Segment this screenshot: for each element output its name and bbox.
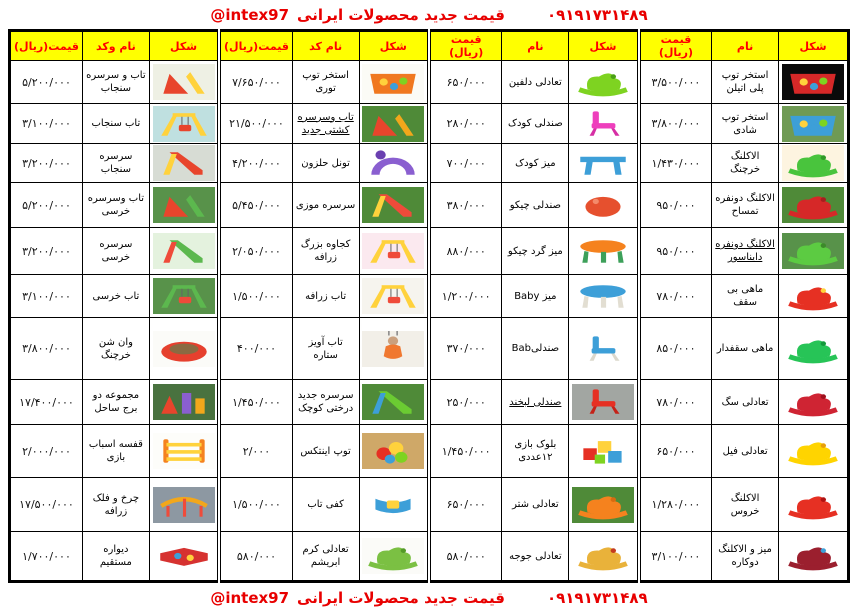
column-header: شکل [569, 31, 639, 61]
name-cell: توپ اینتکس [292, 425, 359, 478]
product-image [362, 384, 424, 420]
page-title: قیمت جدید محصولات ایرانی [297, 5, 505, 24]
price-cell: ۸۵۰/۰۰۰ [639, 318, 712, 380]
column-header: شکل [149, 31, 219, 61]
table-row [10, 318, 849, 380]
price-cell: ۷۸۰/۰۰۰ [639, 275, 712, 318]
price-cell: ۶۵۰/۰۰۰ [639, 425, 712, 478]
name-cell: کجاوه بزرگ زرافه [292, 228, 359, 275]
name-cell: تاب خرسی [82, 275, 149, 318]
name-cell: تاب وسرسره خرسی [82, 183, 149, 228]
price-cell: ۱/۴۵۰/۰۰۰ [219, 380, 292, 425]
product-image [153, 187, 215, 223]
table-row [10, 380, 849, 425]
product-image [362, 433, 424, 469]
phone-number: ۰۹۱۹۱۷۳۱۴۸۹ [546, 5, 648, 24]
price-cell: ۴/۲۰۰/۰۰۰ [219, 144, 292, 183]
name-cell: تاب سنجاب [82, 104, 149, 144]
product-image [572, 106, 634, 142]
product-image [782, 187, 844, 223]
price-cell: ۲/۰۰۰ [219, 425, 292, 478]
price-cell: ۳/۱۰۰/۰۰۰ [639, 532, 712, 582]
image-cell [779, 228, 849, 275]
table-row [10, 61, 849, 104]
price-cell: ۲/۰۰۰/۰۰۰ [10, 425, 83, 478]
image-cell [779, 275, 849, 318]
price-cell: ۱/۵۰۰/۰۰۰ [219, 275, 292, 318]
price-cell: ۲۱/۵۰۰/۰۰۰ [219, 104, 292, 144]
image-cell [779, 104, 849, 144]
price-cell: ۵۸۰/۰۰۰ [429, 532, 502, 582]
name-cell: الاکلنگ دونفره تمساح [712, 183, 779, 228]
price-cell: ۲/۰۵۰/۰۰۰ [219, 228, 292, 275]
column-header: قیمت(ریال) [10, 31, 83, 61]
name-cell: میز گرد چیکو [502, 228, 569, 275]
name-cell: چرخ و فلک زرافه [82, 478, 149, 532]
product-image [572, 384, 634, 420]
telegram-handle: @intex97 [210, 5, 290, 24]
price-cell: ۵/۴۵۰/۰۰۰ [219, 183, 292, 228]
image-cell [149, 144, 219, 183]
name-cell: وان شن خرچنگ [82, 318, 149, 380]
column-header: شکل [779, 31, 849, 61]
price-cell: ۱۷/۴۰۰/۰۰۰ [10, 380, 83, 425]
product-image [362, 331, 424, 367]
image-cell [569, 183, 639, 228]
image-cell [569, 104, 639, 144]
name-cell: تاب و سرسره سنجاب [82, 61, 149, 104]
name-cell: کفی تاب [292, 478, 359, 532]
name-cell: استخر توپ توری [292, 61, 359, 104]
product-image [782, 106, 844, 142]
name-cell: دیواره مستقیم [82, 532, 149, 582]
page-footer-banner [0, 583, 858, 612]
image-cell [359, 275, 429, 318]
price-cell: ۱۷/۵۰۰/۰۰۰ [10, 478, 83, 532]
product-image [782, 487, 844, 523]
image-cell [779, 425, 849, 478]
image-cell [779, 144, 849, 183]
price-table [8, 29, 850, 583]
name-cell: سرسره جدید درختی کوچک [292, 380, 359, 425]
image-cell [149, 532, 219, 582]
image-cell [779, 61, 849, 104]
image-cell [359, 104, 429, 144]
product-image [782, 384, 844, 420]
table-row [10, 104, 849, 144]
telegram-handle: @intex97 [210, 588, 290, 607]
name-cell: ماهی سقفدار [712, 318, 779, 380]
product-image [153, 384, 215, 420]
name-cell: الاکلنگ دونفره دایناسور [712, 228, 779, 275]
name-cell: الاکلنگ خروس [712, 478, 779, 532]
price-cell: ۴۰۰/۰۰۰ [219, 318, 292, 380]
product-image [572, 538, 634, 574]
price-cell: ۳/۲۰۰/۰۰۰ [10, 144, 83, 183]
price-cell: ۵/۲۰۰/۰۰۰ [10, 183, 83, 228]
image-cell [359, 425, 429, 478]
price-cell: ۱/۴۳۰/۰۰۰ [639, 144, 712, 183]
table-row [10, 183, 849, 228]
image-cell [149, 183, 219, 228]
price-cell: ۸۸۰/۰۰۰ [429, 228, 502, 275]
table-row [10, 532, 849, 582]
name-cell: تونل حلزون [292, 144, 359, 183]
product-image [362, 145, 424, 181]
image-cell [569, 532, 639, 582]
image-cell [569, 478, 639, 532]
product-image [782, 64, 844, 100]
phone-number: ۰۹۱۹۱۷۳۱۴۸۹ [546, 588, 648, 607]
name-cell: میز کودک [502, 144, 569, 183]
name-cell: الاکلنگ خرچنگ [712, 144, 779, 183]
image-cell [569, 61, 639, 104]
price-cell: ۶۵۰/۰۰۰ [429, 478, 502, 532]
name-cell: مجموعه دو برج ساحل [82, 380, 149, 425]
name-cell: تعادلی دلفین [502, 61, 569, 104]
product-image [572, 145, 634, 181]
name-cell: بلوک بازی ۱۲عددی [502, 425, 569, 478]
table-row [10, 478, 849, 532]
column-header: نام [502, 31, 569, 61]
name-cell: صندلی لبخند [502, 380, 569, 425]
product-image [782, 278, 844, 314]
name-cell: تاب وسرسره کشتی جدید [292, 104, 359, 144]
product-image [362, 64, 424, 100]
table-row [10, 425, 849, 478]
image-cell [149, 275, 219, 318]
product-image [362, 187, 424, 223]
name-cell: تعادلی شتر [502, 478, 569, 532]
column-header: نام وکد [82, 31, 149, 61]
name-cell: صندلیBab [502, 318, 569, 380]
price-cell: ۲۸۰/۰۰۰ [429, 104, 502, 144]
product-image [782, 538, 844, 574]
image-cell [359, 532, 429, 582]
product-image [782, 145, 844, 181]
product-image [153, 233, 215, 269]
price-cell: ۳/۵۰۰/۰۰۰ [639, 61, 712, 104]
column-header: قیمت(ریال) [219, 31, 292, 61]
image-cell [149, 425, 219, 478]
column-header: نام [712, 31, 779, 61]
table-row [10, 228, 849, 275]
product-image [572, 487, 634, 523]
product-image [572, 233, 634, 269]
image-cell [149, 228, 219, 275]
price-cell: ۱/۲۸۰/۰۰۰ [639, 478, 712, 532]
image-cell [569, 144, 639, 183]
image-cell [149, 478, 219, 532]
product-image [153, 278, 215, 314]
price-cell: ۵۸۰/۰۰۰ [219, 532, 292, 582]
price-cell: ۹۵۰/۰۰۰ [639, 183, 712, 228]
price-cell: ۶۵۰/۰۰۰ [429, 61, 502, 104]
name-cell: میز و الاکلنگ دوکاره [712, 532, 779, 582]
product-image [362, 487, 424, 523]
product-image [362, 278, 424, 314]
price-cell: ۵/۲۰۰/۰۰۰ [10, 61, 83, 104]
page-title: قیمت جدید محصولات ایرانی [297, 588, 505, 607]
name-cell: سرسره سنجاب [82, 144, 149, 183]
image-cell [779, 478, 849, 532]
price-cell: ۳/۲۰۰/۰۰۰ [10, 228, 83, 275]
name-cell: تعادلی فیل [712, 425, 779, 478]
product-image [572, 187, 634, 223]
image-cell [359, 228, 429, 275]
name-cell: تعادلی کرم ابریشم [292, 532, 359, 582]
image-cell [779, 532, 849, 582]
price-cell: ۳/۸۰۰/۰۰۰ [10, 318, 83, 380]
name-cell: ماهی بی سقف [712, 275, 779, 318]
image-cell [779, 183, 849, 228]
table-row [10, 144, 849, 183]
price-cell: ۱/۲۰۰/۰۰۰ [429, 275, 502, 318]
product-image [153, 106, 215, 142]
product-image [572, 433, 634, 469]
name-cell: تاب زرافه [292, 275, 359, 318]
price-cell: ۹۵۰/۰۰۰ [639, 228, 712, 275]
price-cell: ۱/۵۰۰/۰۰۰ [219, 478, 292, 532]
product-image [153, 64, 215, 100]
price-cell: ۷/۶۵۰/۰۰۰ [219, 61, 292, 104]
image-cell [359, 380, 429, 425]
name-cell: تعادلی جوجه [502, 532, 569, 582]
product-image [782, 331, 844, 367]
image-cell [569, 425, 639, 478]
image-cell [569, 275, 639, 318]
product-image [153, 487, 215, 523]
price-cell: ۷۸۰/۰۰۰ [639, 380, 712, 425]
image-cell [569, 380, 639, 425]
image-cell [359, 318, 429, 380]
name-cell: تعادلی سگ [712, 380, 779, 425]
name-cell: سرسره موزی [292, 183, 359, 228]
product-image [153, 331, 215, 367]
image-cell [569, 228, 639, 275]
header-row [10, 31, 849, 61]
product-image [782, 233, 844, 269]
column-header: نام کد [292, 31, 359, 61]
price-cell: ۱/۴۵۰/۰۰۰ [429, 425, 502, 478]
product-image [362, 233, 424, 269]
name-cell: قفسه اسباب بازی [82, 425, 149, 478]
product-image [362, 538, 424, 574]
product-image [572, 278, 634, 314]
product-image [782, 433, 844, 469]
column-header: شکل [359, 31, 429, 61]
price-cell: ۳/۸۰۰/۰۰۰ [639, 104, 712, 144]
image-cell [359, 61, 429, 104]
product-image [153, 538, 215, 574]
page-title-banner [0, 0, 858, 29]
price-cell: ۳/۱۰۰/۰۰۰ [10, 275, 83, 318]
column-header: قیمت (ریال) [639, 31, 712, 61]
price-cell: ۷۰۰/۰۰۰ [429, 144, 502, 183]
product-image [153, 145, 215, 181]
price-cell: ۳۷۰/۰۰۰ [429, 318, 502, 380]
price-cell: ۳۸۰/۰۰۰ [429, 183, 502, 228]
product-image [362, 106, 424, 142]
name-cell: استخر توپ شادی [712, 104, 779, 144]
name-cell: صندلی چیکو [502, 183, 569, 228]
price-cell: ۳/۱۰۰/۰۰۰ [10, 104, 83, 144]
image-cell [149, 318, 219, 380]
product-image [572, 64, 634, 100]
column-header: قیمت (ریال) [429, 31, 502, 61]
image-cell [359, 144, 429, 183]
name-cell: استخر توپ پلی اتیلن [712, 61, 779, 104]
image-cell [149, 380, 219, 425]
image-cell [149, 104, 219, 144]
product-image [153, 433, 215, 469]
image-cell [359, 183, 429, 228]
image-cell [779, 318, 849, 380]
name-cell: تاب آویز ستاره [292, 318, 359, 380]
name-cell: صندلی کودک [502, 104, 569, 144]
name-cell: میز Baby [502, 275, 569, 318]
product-image [572, 331, 634, 367]
image-cell [569, 318, 639, 380]
table-row [10, 275, 849, 318]
price-cell: ۲۵۰/۰۰۰ [429, 380, 502, 425]
image-cell [779, 380, 849, 425]
image-cell [149, 61, 219, 104]
name-cell: سرسره خرسی [82, 228, 149, 275]
image-cell [359, 478, 429, 532]
price-cell: ۱/۷۰۰/۰۰۰ [10, 532, 83, 582]
